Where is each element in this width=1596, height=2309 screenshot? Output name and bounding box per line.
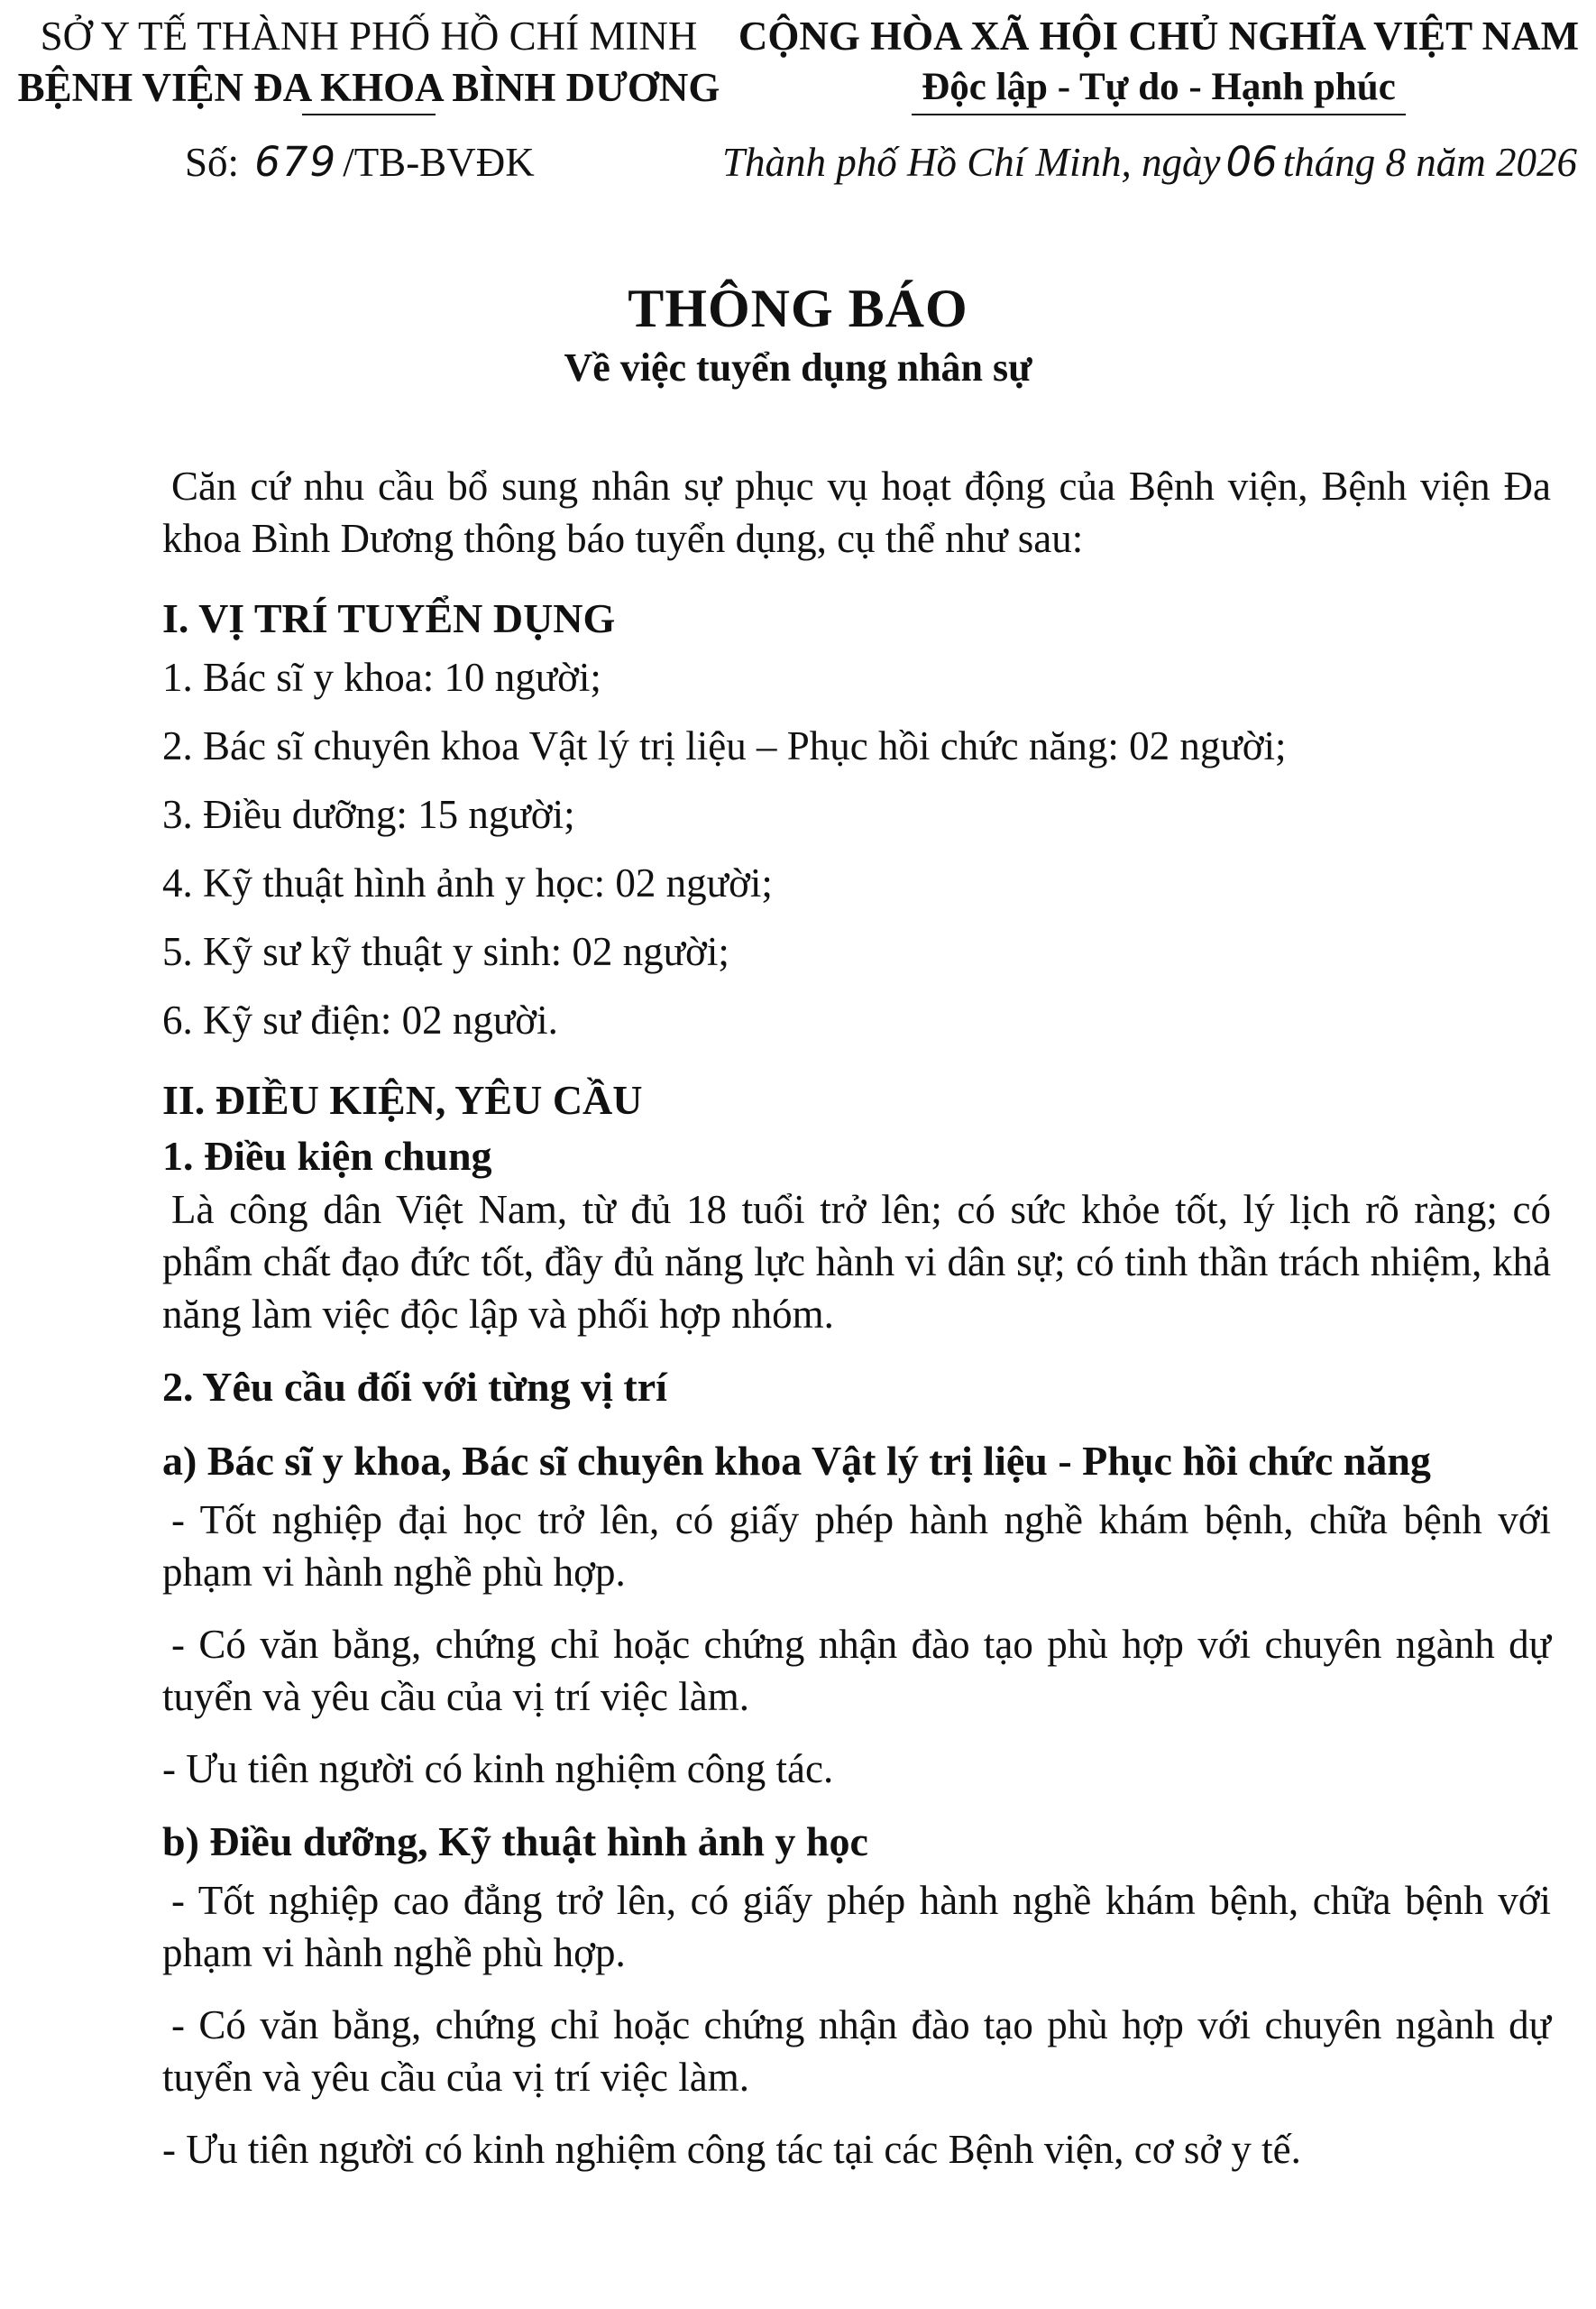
document-body — [162, 460, 1551, 2176]
doc-number-prefix: Số: — [185, 140, 240, 185]
position-item: 1. Bác sĩ y khoa: 10 người; — [162, 655, 601, 700]
subsection-b-item: - Có văn bằng, chứng chỉ hoặc chứng nhận đào tạo phù hợp với chuyên ngành dự tuyển và yêu cầu của vị trí việc làm. — [162, 2002, 1551, 2100]
section-1-heading: I. VỊ TRÍ TUYỂN DỤNG — [162, 595, 616, 641]
intro-paragraph: Căn cứ nhu cầu bổ sung nhân sự phục vụ hoạt động của Bệnh viện, Bệnh viện Đa khoa Bình Dương thông báo tuyển dụng, cụ thể như sau: — [162, 464, 1551, 561]
subsection-b-item: - Ưu tiên người có kinh nghiệm công tác tại các Bệnh viện, cơ sở y tế. — [162, 2127, 1301, 2172]
position-item: 5. Kỹ sư kỹ thuật y sinh: 02 người; — [162, 929, 729, 974]
place-date-after: tháng 8 năm 2026 — [1282, 140, 1578, 185]
general-conditions-heading: 1. Điều kiện chung — [162, 1133, 492, 1179]
subsection-b-item: - Tốt nghiệp cao đẳng trở lên, có giấy phép hành nghề khám bệnh, chữa bệnh với phạm vi hành nghề phù hợp. — [162, 1878, 1551, 1975]
place-date-before: Thành phố Hồ Chí Minh, ngày — [721, 140, 1221, 185]
position-item: 2. Bác sĩ chuyên khoa Vật lý trị liệu – Phục hồi chức năng: 02 người; — [162, 723, 1287, 768]
doc-number-value: 679 — [254, 138, 338, 186]
subsection-a-heading: a) Bác sĩ y khoa, Bác sĩ chuyên khoa Vật lý trị liệu - Phục hồi chức năng — [162, 1438, 1431, 1484]
national-motto: Độc lập - Tự do - Hạnh phúc — [922, 66, 1396, 108]
position-item: 4. Kỹ thuật hình ảnh y học: 02 người; — [162, 860, 773, 906]
subsection-a-item: - Có văn bằng, chứng chỉ hoặc chứng nhận đào tạo phù hợp với chuyên ngành dự tuyển và yêu cầu của vị trí việc làm. — [162, 1622, 1551, 1719]
agency-underline — [302, 114, 436, 115]
place-date-day: 06 — [1225, 138, 1278, 186]
subsection-a-item: - Tốt nghiệp đại học trở lên, có giấy phép hành nghề khám bệnh, chữa bệnh với phạm vi hành nghề phù hợp. — [162, 1497, 1551, 1595]
document-title: THÔNG BÁO — [628, 279, 968, 338]
position-requirements-heading: 2. Yêu cầu đối với từng vị trí — [162, 1364, 667, 1410]
document-subtitle: Về việc tuyển dụng nhân sự — [564, 345, 1032, 390]
parent-agency: SỞ Y TẾ THÀNH PHỐ HỒ CHÍ MINH — [40, 14, 698, 59]
motto-underline — [912, 114, 1406, 115]
subsection-a-item: - Ưu tiên người có kinh nghiệm công tác. — [162, 1746, 834, 1791]
issuing-agency-header — [13, 11, 725, 115]
place-and-date — [721, 135, 1578, 189]
position-item: 6. Kỹ sư điện: 02 người. — [162, 998, 558, 1043]
section-2-heading: II. ĐIỀU KIỆN, YÊU CẦU — [162, 1077, 643, 1123]
document-number — [185, 135, 535, 189]
position-item: 3. Điều dưỡng: 15 người; — [162, 792, 575, 837]
national-motto-header — [727, 11, 1591, 115]
doc-number-suffix: /TB-BVĐK — [343, 140, 535, 185]
issuing-agency: BỆNH VIỆN ĐA KHOA BÌNH DƯƠNG — [17, 65, 720, 110]
subsection-b-heading: b) Điều dưỡng, Kỹ thuật hình ảnh y học — [162, 1818, 868, 1864]
country-name: CỘNG HÒA XÃ HỘI CHỦ NGHĨA VIỆT NAM — [738, 14, 1580, 59]
general-conditions-text: Là công dân Việt Nam, từ đủ 18 tuổi trở lên; có sức khỏe tốt, lý lịch rõ ràng; có phẩm chất đạo đức tốt, đầy đủ năng lực hành vi dân sự; có tinh thần trách nhiệm, khả năng làm việc độc lập và phối hợp nhóm. — [162, 1187, 1551, 1337]
